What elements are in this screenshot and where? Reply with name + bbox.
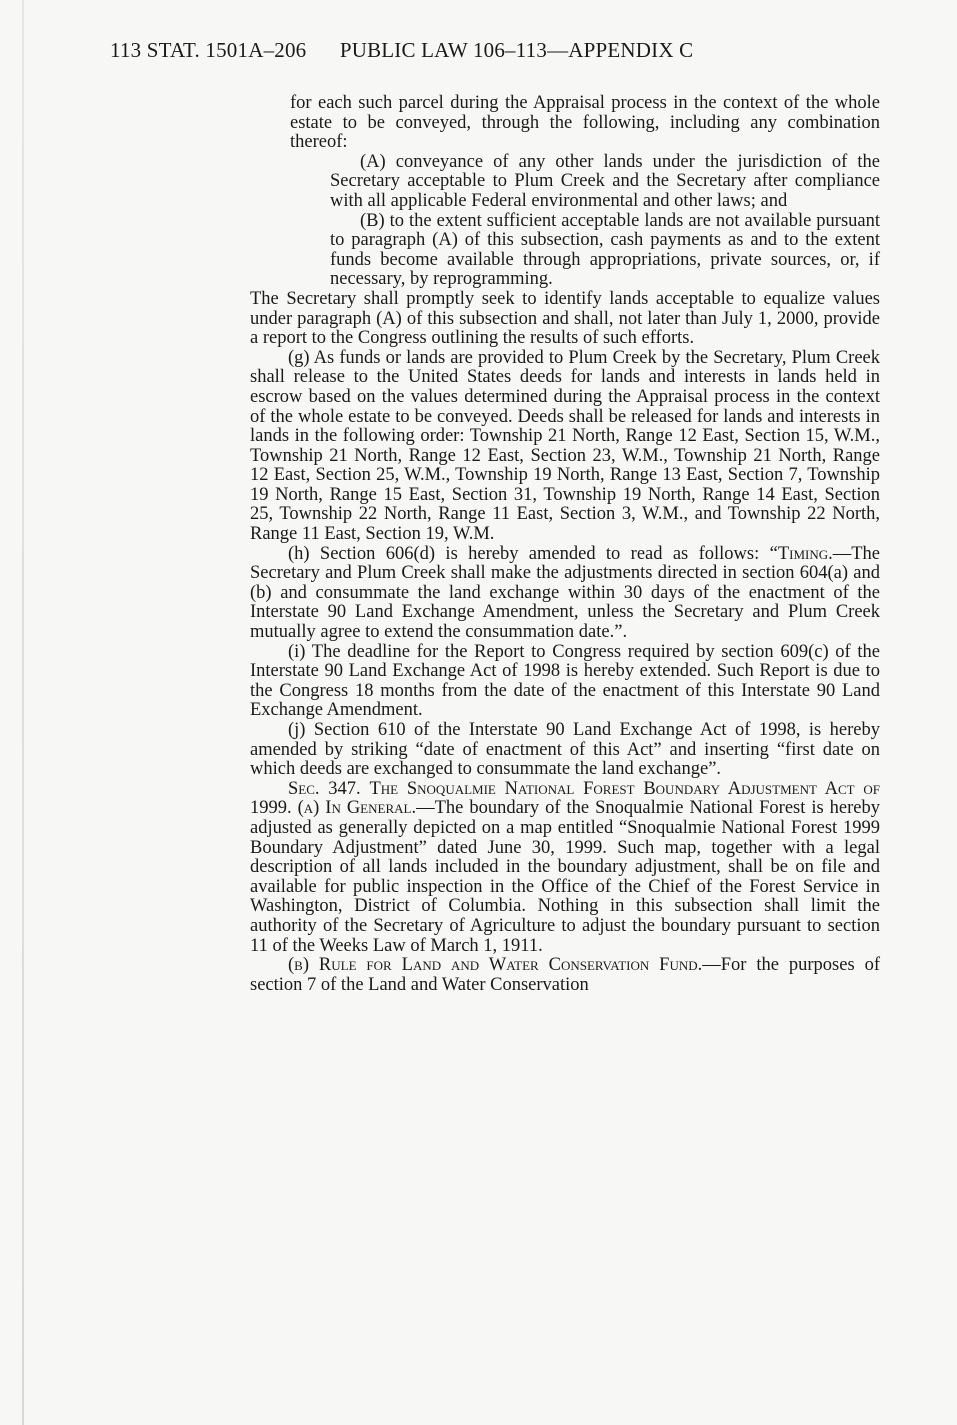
page-edge-shadow xyxy=(22,0,24,1425)
section-347-b-heading: (b) Rule for Land and Water Conservation Fund xyxy=(288,955,698,976)
subsection-h xyxy=(250,545,880,643)
page-reference: 113 STAT. 1501A–206 xyxy=(110,38,307,62)
document-body xyxy=(250,94,880,995)
section-347-title: The Snoqualmie National Forest Boundary Adjustment Act of 1999. xyxy=(250,778,881,819)
paragraph-secretary: The Secretary shall promptly seek to identify lands acceptable to equalize values under paragraph (A) of this subsection and shall, not later than July 1, 2000, provide a report to the Congress outlining the results of such efforts. xyxy=(250,288,880,349)
section-347-number: Sec. 347. xyxy=(288,778,361,799)
section-347-a-heading: (a) In General xyxy=(297,798,412,819)
section-347-a-text: .—The boundary of the Snoqualmie National Forest is hereby adjusted as generally depicted on a map entitled “Snoqualmie National Forest 1999 Boundary Adjustment” dated June 30, 1999. Such map, together with a legal description of all lands included in the boundary adjustment, shall be on file and available for public inspection in the Office of the Chief of the Forest Service in Washington, District of Columbia. Nothing in this subsection shall limit the authority of the Secretary of Agriculture to adjust the boundary pursuant to section 11 of the Weeks Law of March 1, 1911. xyxy=(250,798,881,956)
section-347-b xyxy=(250,956,880,995)
subsection-j: (j) Section 610 of the Interstate 90 Land Exchange Act of 1998, is hereby amended by striking “date of enactment of this Act” and inserting “first date on which deeds are exchanged to consummate the land exchange”. xyxy=(250,720,880,780)
running-header xyxy=(110,38,693,63)
subsection-h-rest: .—The Secretary and Plum Creek shall make the adjustments directed in section 604(a) and (b) and consummate the land exchange within 30 days of the enactment of the Interstate 90 Land Exchange Amendment, unless the Secretary and Plum Creek mutually agree to extend the consummation date.”. xyxy=(250,543,880,643)
section-347-b-text: .—For the purposes of section 7 of the Land and Water Conservation xyxy=(250,955,880,995)
subsection-h-caps: Timing xyxy=(777,543,829,564)
section-347 xyxy=(250,780,880,956)
subsection-g: (g) As funds or lands are provided to Plum Creek by the Secretary, Plum Creek shall release to the United States deeds for lands and interests in lands held in escrow based on the values determined during the Appraisal process in the context of the whole estate to be conveyed. Deeds shall be released for lands and interests in lands in the following order: Township 21 North, Range 12 East, Section 15, W.M., Township 21 North, Range 12 East, Section 23, W.M., Township 21 North, Range 12 East, Section 25, W.M., Township 19 North, Range 13 East, Section 7, Township 19 North, Range 15 East, Section 31, Township 19 North, Range 14 East, Section 25, Township 22 North, Range 11 East, Section 3, W.M., and Township 22 North, Range 11 East, Section 19, W.M. xyxy=(250,347,880,545)
paragraph-a: (A) conveyance of any other lands under the jurisdiction of the Secretary acceptable to Plum Creek and the Secretary after compliance with all applicable Federal environmental and other laws; and xyxy=(330,151,880,211)
subsection-i: (i) The deadline for the Report to Congress required by section 609(c) of the Interstate 90 Land Exchange Act of 1998 is hereby extended. Such Report is due to the Congress 18 months from the date of the enactment of this Interstate 90 Land Exchange Amendment. xyxy=(250,641,880,721)
paragraph-continuation: for each such parcel during the Appraisal process in the context of the whole estate to be conveyed, through the following, including any combination thereof: xyxy=(290,93,880,153)
header-title: PUBLIC LAW 106–113—APPENDIX C xyxy=(339,38,694,62)
subsection-h-lead: (h) Section 606(d) is hereby amended to read as follows: “ xyxy=(288,543,778,564)
paragraph-b: (B) to the extent sufficient acceptable lands are not available pursuant to paragraph (A) of this subsection, cash payments as and to the extent funds become available through appropriations, private sources, or, if necessary, by reprogramming. xyxy=(330,210,880,290)
